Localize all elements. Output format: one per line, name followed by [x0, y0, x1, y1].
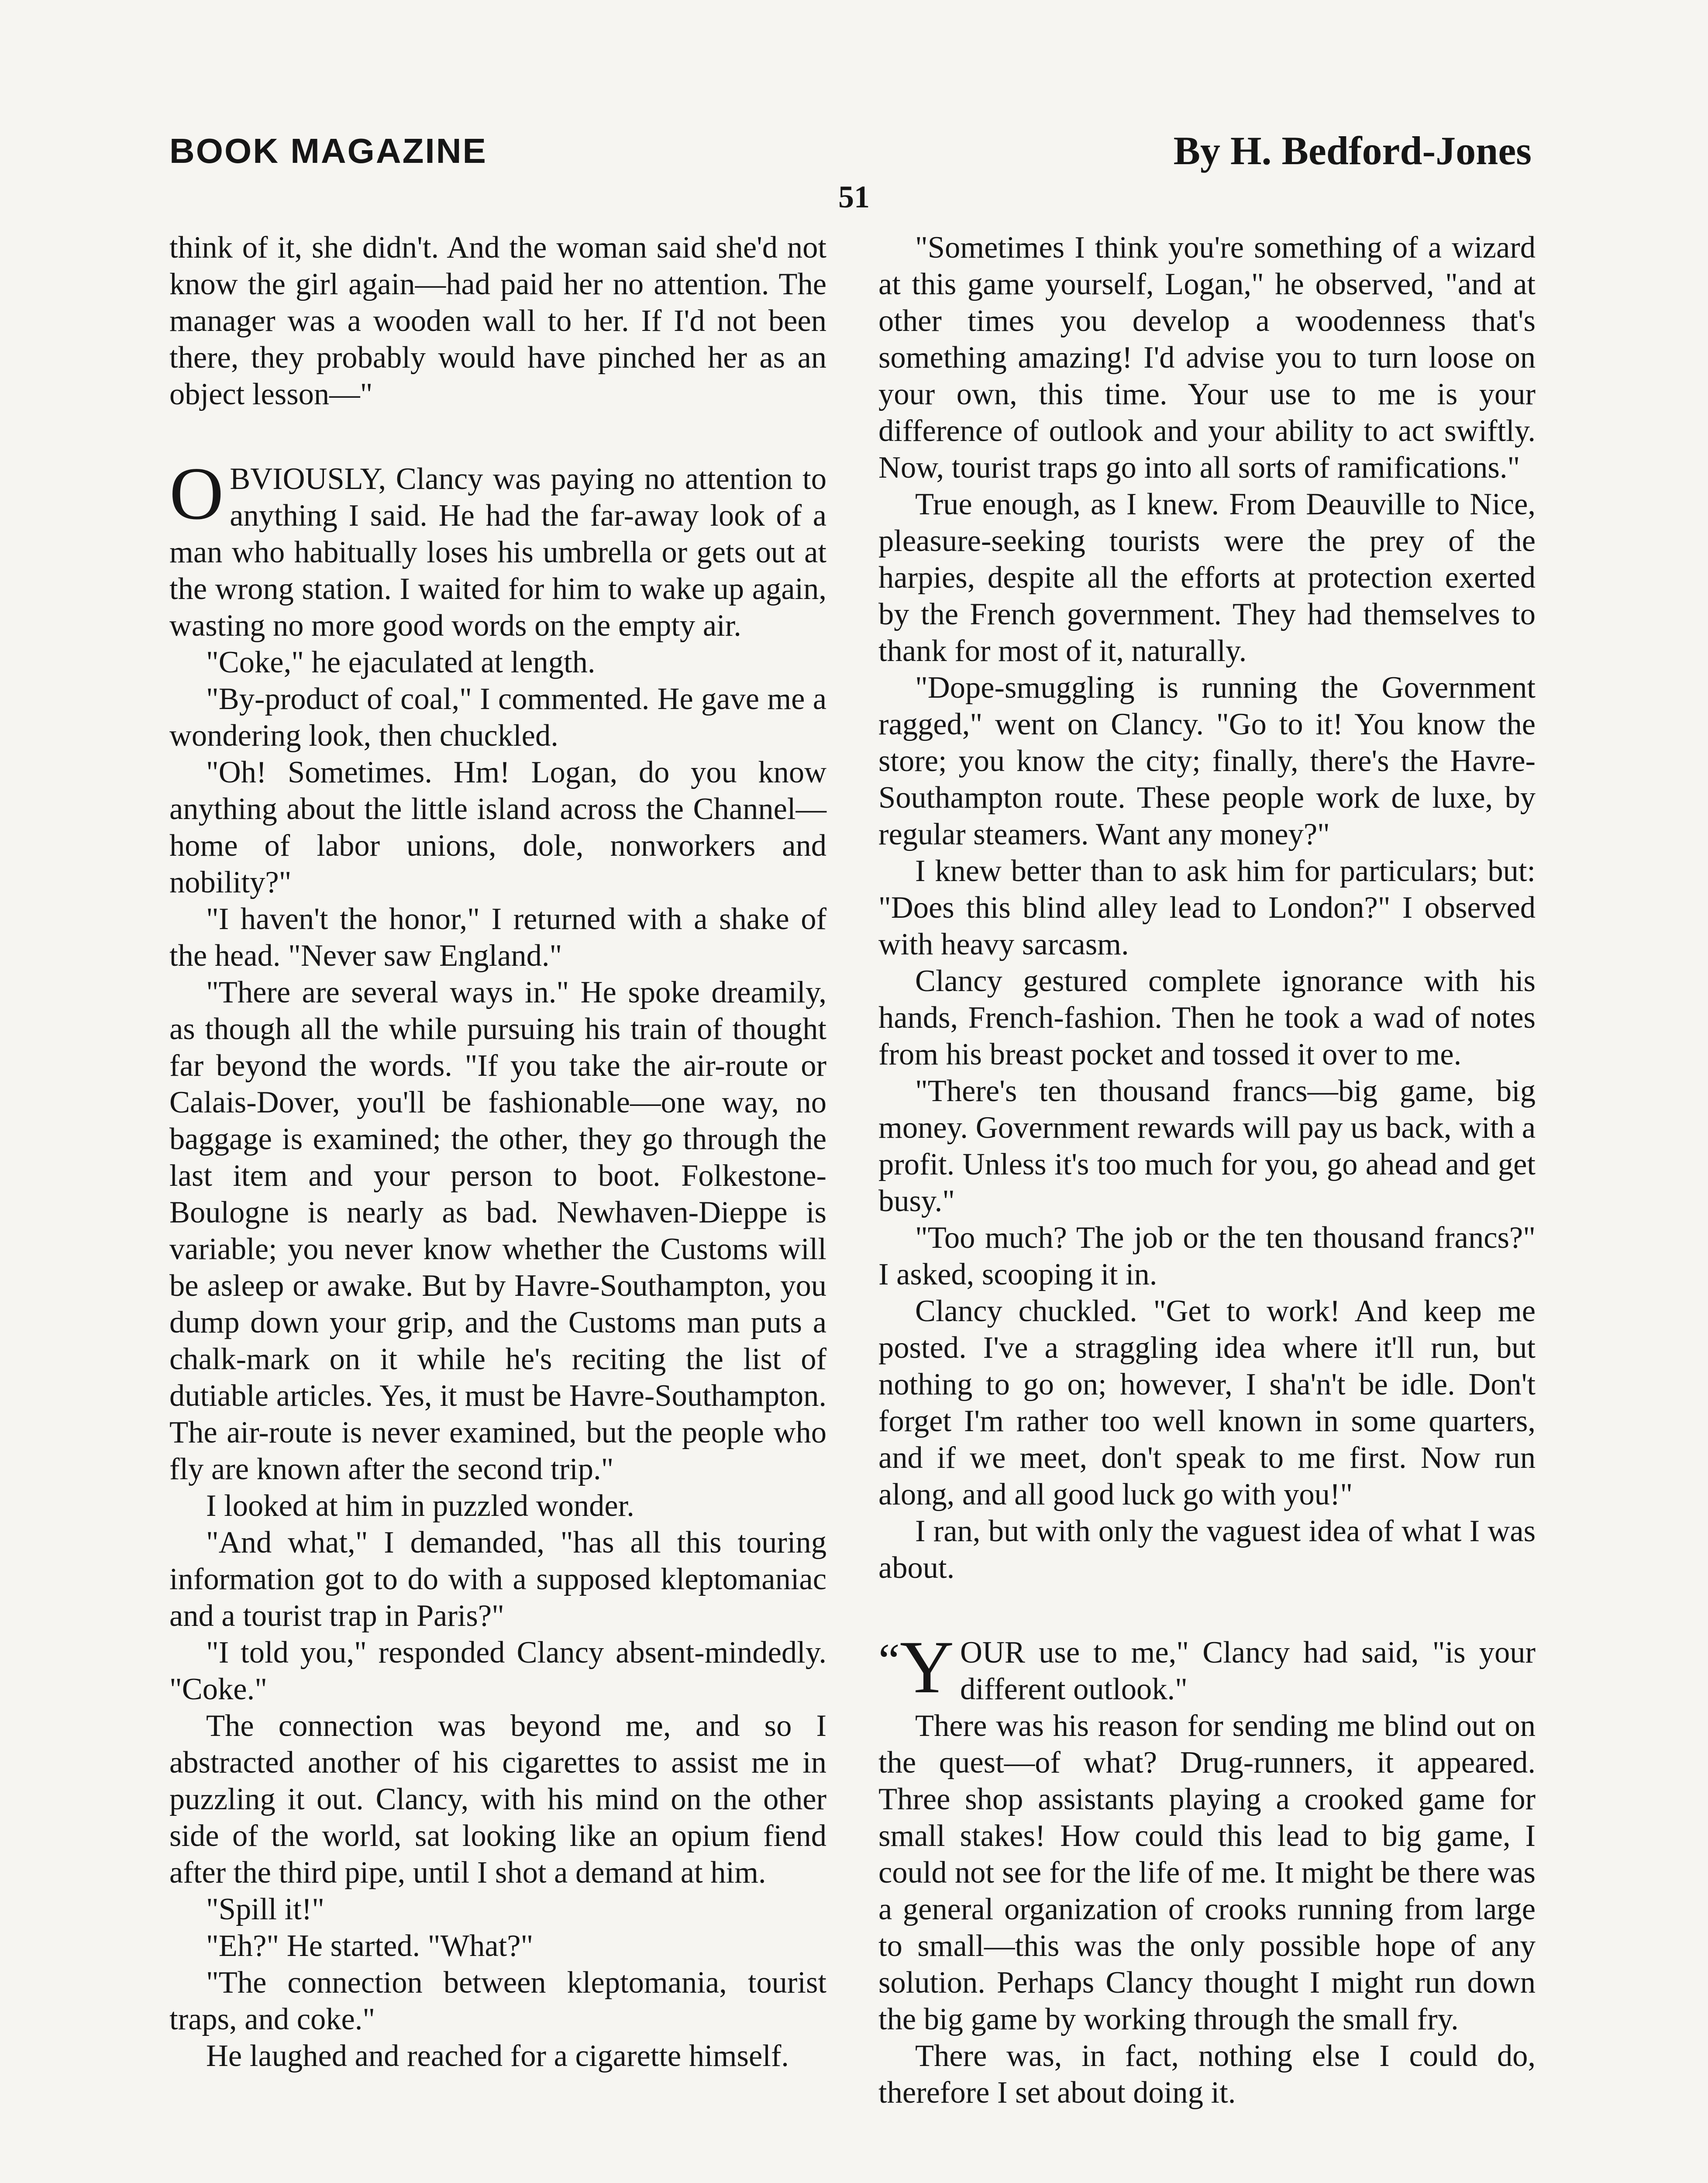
paragraph: "There's ten thousand francs—big game, big money. Government rewards will pay us back, with a profit. Unless it's too much for you, go ahead and get busy."	[878, 1074, 1536, 1218]
paragraph: I looked at him in puzzled wonder.	[206, 1489, 634, 1523]
paragraph: The connection was beyond me, and so I abstracted another of his cigarettes to assist me in puzzling it out. Clancy, with his mind on the other side of the world, sat looking like an opium fiend after the third pipe, until I shot a demand at him.	[169, 1709, 826, 1890]
paragraph: "I haven't the honor," I returned with a shake of the head. "Never saw England."	[169, 902, 826, 973]
paragraph: "Eh?" He started. "What?"	[206, 1929, 534, 1963]
paragraph: "There are several ways in." He spoke dreamily, as though all the while pursuing his train of thought far beyond the words. "If you take the air-route or Calais-Dover, you'll be fashionable—one way, no baggage is examined; the other, they go through the last item and your person to boot. Folkestone-Boulogne is nearly as bad. Newhaven-Dieppe is variable; you never know whether the Customs will be asleep or awake. But by Havre-Southampton, you dump down your grip, and the Customs man puts a chalk-mark on it while he's reciting the list of dutiable articles. Yes, it must be Havre-Southampton. The air-route is never examined, but the people who fly are known after the second trip."	[169, 975, 826, 1486]
paragraph: "Dope-smuggling is running the Government ragged," went on Clancy. "Go to it! You know the store; you know the city; finally, there's the Havre-Southampton route. These people work de luxe, by regular steamers. Want any money?"	[878, 671, 1536, 851]
left-column	[169, 229, 826, 2074]
paragraph: "Too much? The job or the ten thousand francs?" I asked, scooping it in.	[878, 1221, 1536, 1291]
paragraph: Clancy gestured complete ignorance with his hands, French-fashion. Then he took a wad of notes from his breast pocket and tossed it over to me.	[878, 964, 1536, 1071]
page-number: 51	[838, 179, 870, 214]
paragraph: "And what," I demanded, "has all this touring information got to do with a supposed kleptomaniac and a tourist trap in Paris?"	[169, 1525, 826, 1633]
paragraph: "I told you," responded Clancy absent-mindedly. "Coke."	[169, 1636, 826, 1706]
paragraph: "Sometimes I think you're something of a wizard at this game yourself, Logan," he observed, "and at other times you develop a woodenness that's something amazing! I'd advise you to turn loose on your own, this time. Your use to me is your difference of outlook and your ability to act swiftly. Now, tourist traps go into all sorts of ramifications."	[878, 231, 1536, 485]
paragraph: "By-product of coal," I commented. He gave me a wondering look, then chuckled.	[169, 682, 826, 753]
paragraph: Clancy chuckled. "Get to work! And keep me posted. I've a straggling idea where it'll run, but nothing to go on; however, I sha'n't be idle. Don't forget I'm rather too well known in some quarters, and if we meet, don't speak to me first. Now run along, and all good luck go with you!"	[878, 1294, 1536, 1512]
paragraph-dropcap	[878, 1626, 1536, 1709]
paragraph: "Spill it!"	[206, 1892, 325, 1926]
paragraph-dropcap	[169, 452, 826, 644]
paragraph-text: OUR use to me," Clancy had said, "is your different outlook."	[960, 1636, 1536, 1706]
paragraph: "Coke," he ejaculated at length.	[206, 645, 596, 679]
paragraph: I ran, but with only the vaguest idea of what I was about.	[878, 1514, 1536, 1585]
paragraph: "Oh! Sometimes. Hm! Logan, do you know anything about the little island across the Channel—home of labor unions, dole, nonworkers and nobility?"	[169, 755, 826, 899]
paragraph: True enough, as I knew. From Deauville to Nice, pleasure-seeking tourists were the prey of the harpies, despite all the efforts at protection exerted by the French government. They had themselves to thank for most of it, naturally.	[878, 487, 1536, 668]
paragraph: think of it, she didn't. And the woman said she'd not know the girl again—had paid her no attention. The manager was a wooden wall to her. If I'd not been there, they probably would have pinched her as an object lesson—"	[169, 231, 826, 411]
author-byline: By H. Bedford-Jones	[1173, 128, 1532, 173]
right-column	[878, 229, 1536, 2111]
paragraph-text: BVIOUSLY, Clancy was paying no attention to anything I said. He had the far-away look of a man who habitually loses his umbrella or gets out at the wrong station. I waited for him to wake up again, wasting no more good words on the empty air.	[169, 462, 826, 643]
paragraph: I knew better than to ask him for particulars; but: "Does this blind alley lead to London?" I observed with heavy sarcasm.	[878, 854, 1536, 961]
dropcap-letter: Y	[899, 1626, 954, 1709]
dropcap-quote: “	[878, 1634, 900, 1687]
magazine-title: BOOK MAGAZINE	[169, 131, 487, 170]
dropcap-letter: O	[169, 452, 224, 535]
paragraph: There was his reason for sending me blind out on the quest—of what? Drug-runners, it appeared. Three shop assistants playing a crooked game for small stakes! How could this lead to big game, I could not see for the life of me. It might be there was a general organization of crooks running from large to small—this was the only possible hope of any solution. Perhaps Clancy thought I might run down the big game by working through the small fry.	[878, 1709, 1536, 2036]
paragraph: "The connection between kleptomania, tourist traps, and coke."	[169, 1966, 826, 2036]
paragraph: He laughed and reached for a cigarette himself.	[206, 2039, 789, 2073]
paragraph: There was, in fact, nothing else I could do, therefore I set about doing it.	[878, 2039, 1536, 2110]
